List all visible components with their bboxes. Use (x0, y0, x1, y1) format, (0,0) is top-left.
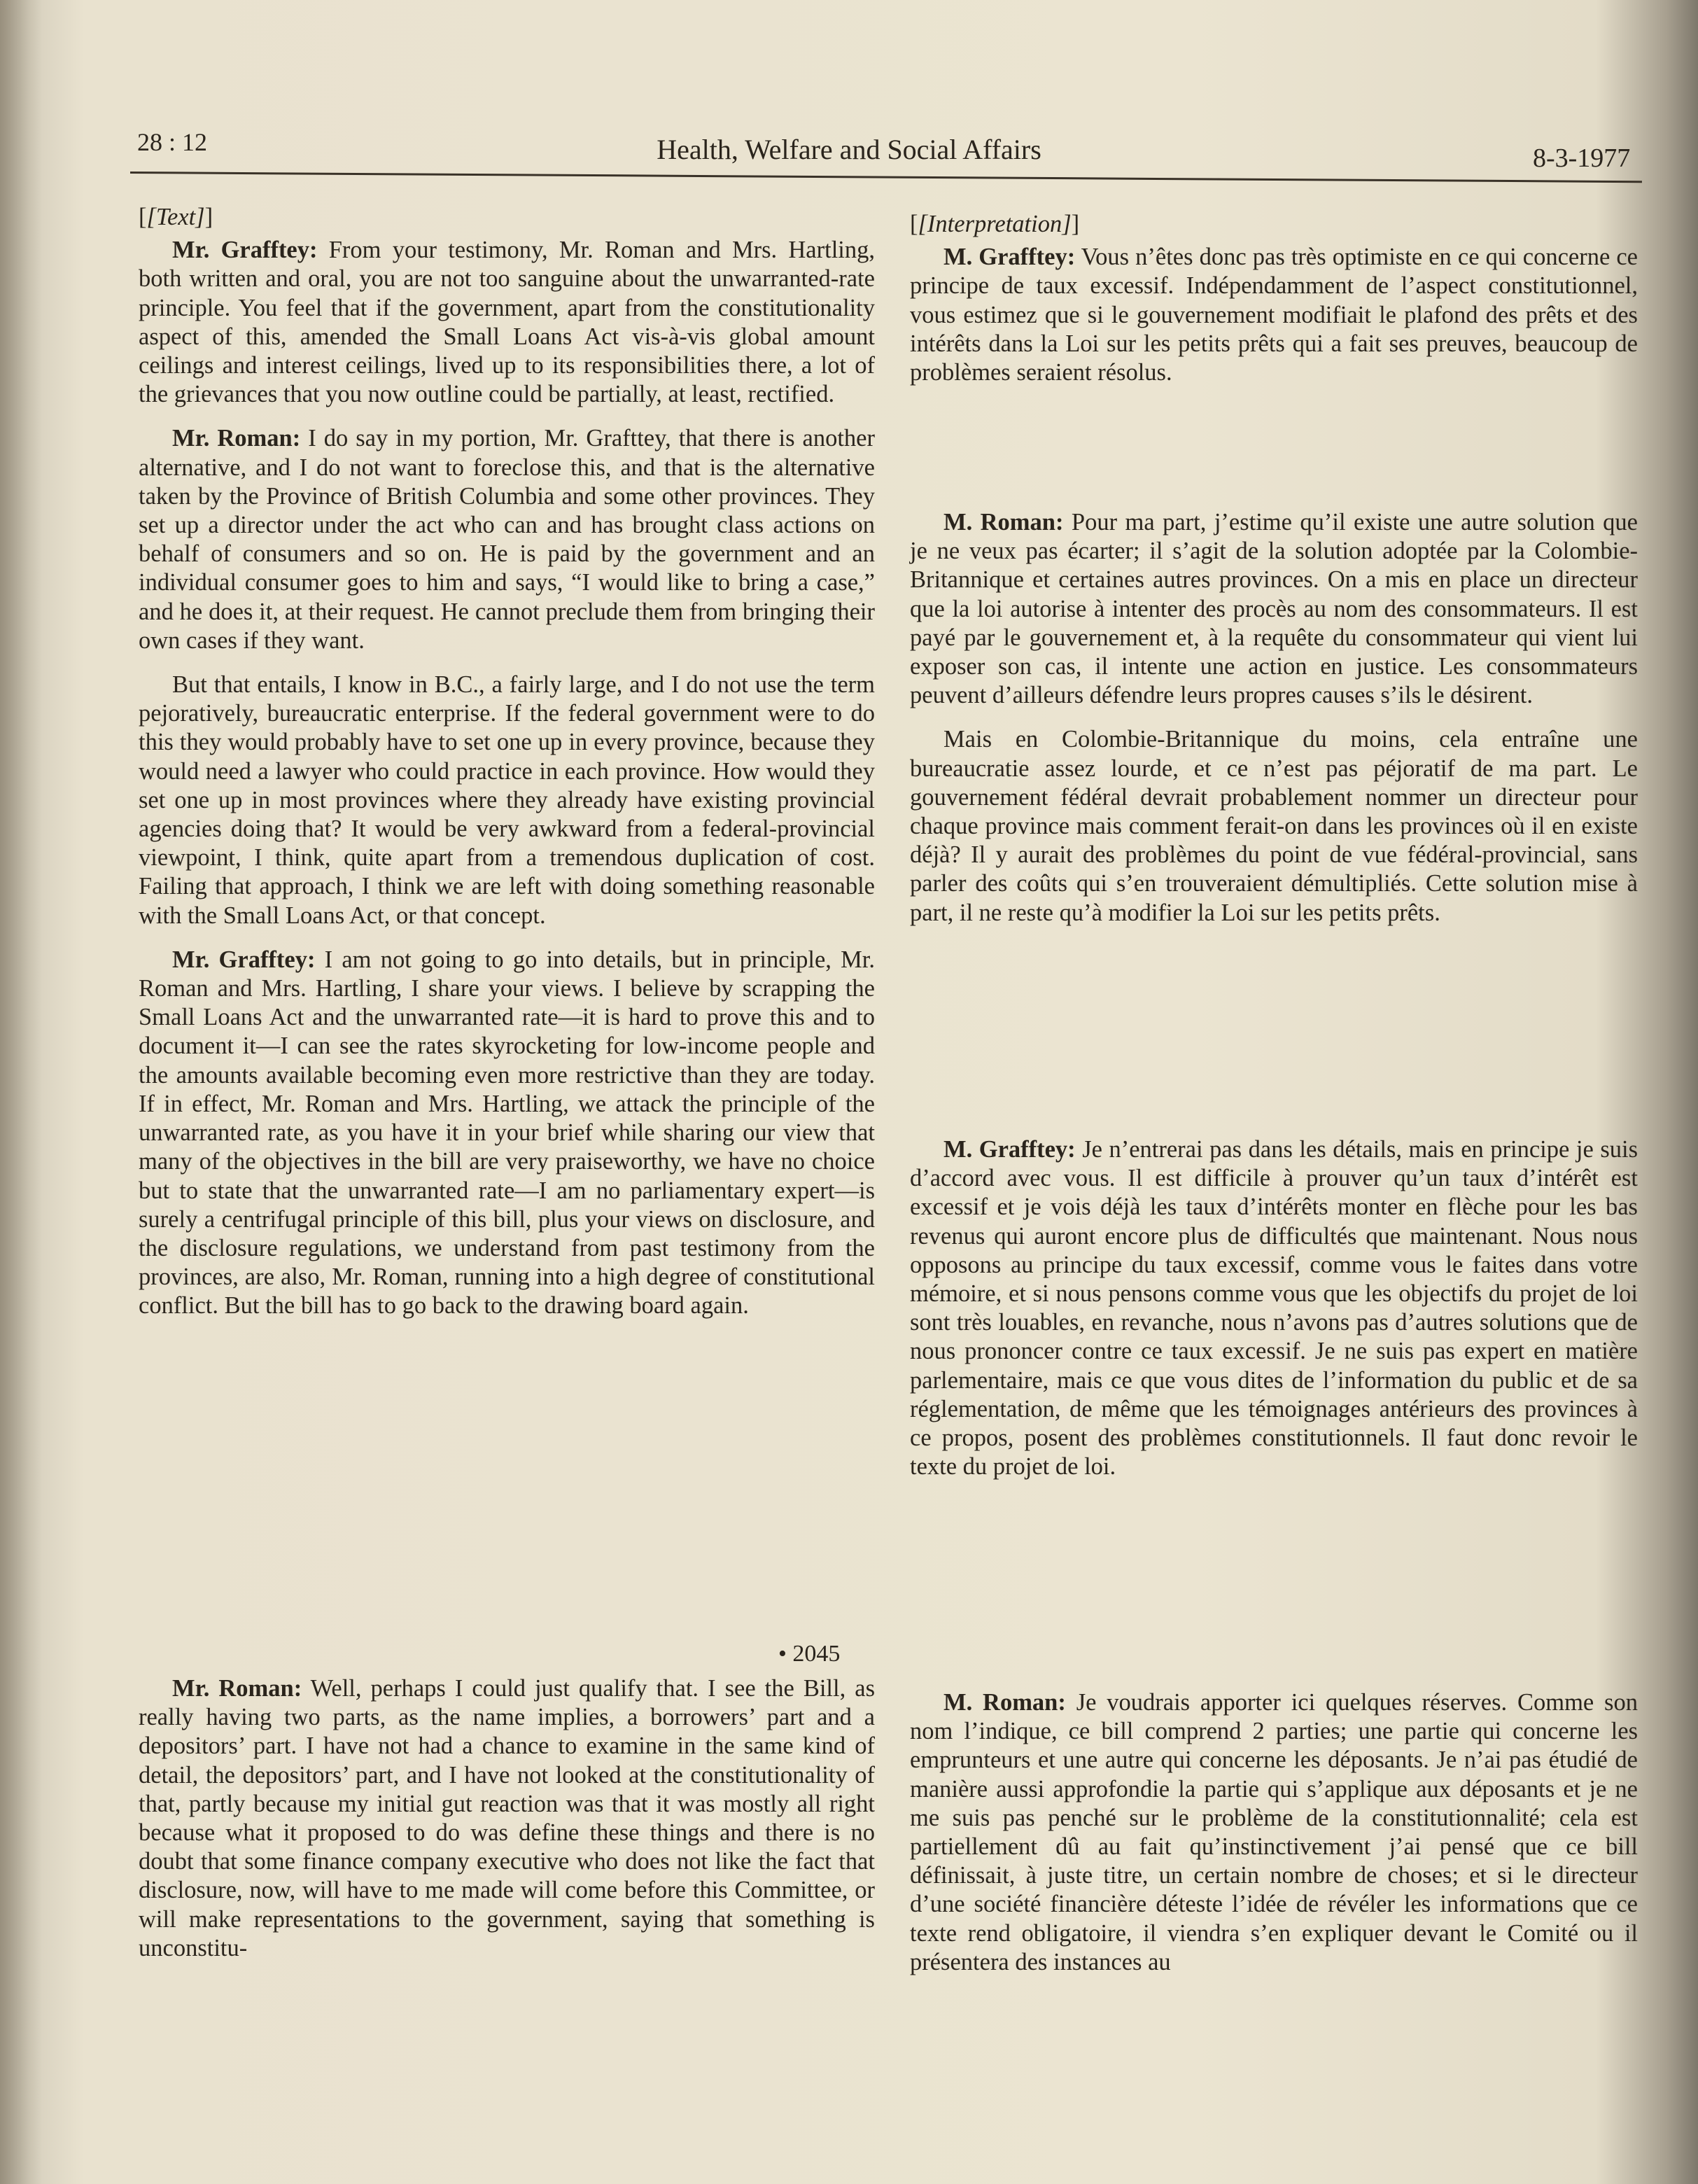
speaker-name: Mr. Roman: (172, 1675, 302, 1702)
speaker-name: Mr. Grafftey: (172, 237, 318, 264)
paragraph-roman-1 (139, 424, 875, 655)
speaker-name: M. Roman: (943, 509, 1064, 536)
english-column-lower (139, 1674, 875, 1963)
paragraph-text: I do say in my portion, Mr. Grafttey, that there is another alternative, and I do not want to foreclose this, and that is the alternative taken by the Province of British Columbia and some other provinces. They set up a director under the act who can and has brought class actions on behalf of consumers and so on. He is paid by the government and an individual consumer goes to him and says, “I would like to bring a case,” and he does it, at their request. He cannot preclude them from bringing their own cases if they want. (139, 425, 875, 654)
paragraph-roman-2-fr: Mais en Colombie-Britannique du moins, cela entraîne une bureaucratie assez lourde, et ce n’est pas péjoratif de ma part. Le gouvernement fédéral devrait probablement nommer un directeur pour chaque province mais comment ferait-on dans les provinces où il en existe déjà? Il y aurait des problèmes du point de vue fédéral-provincial, sans parler des coûts qui s’en trouveraient démultipliés. Cette solution mise à part, il ne reste qu’à modifier la Loi sur les petits prêts. (910, 726, 1638, 926)
paragraph-grafftey-1-fr (910, 243, 1638, 387)
speaker-name: M. Roman: (943, 1689, 1066, 1716)
page-number: 28 : 12 (137, 128, 208, 156)
speaker-name: M. Grafftey: (943, 244, 1076, 271)
paragraph-grafftey-1 (139, 236, 875, 409)
french-column-p5 (910, 1688, 1638, 1977)
french-column-p2 (910, 508, 1638, 927)
page-gutter-shadow (0, 0, 42, 2184)
paragraph-text: Je voudrais apporter ici quelques réserves. Comme son nom l’indique, ce bill comprend 2 parties; une partie qui concerne les emprunteurs et une autre qui concerne les déposants. Je n’ai pas étudié de manière aussi approfondie la partie qui s’applique aux déposants et je ne me suis pas penché sur le problème de la constitutionnalité; cela est partiellement dû au fait qu’instinctivement j’ai pensé que ce bill définissait, à juste titre, un certain nombre de choses; et si le directeur d’une société financière déteste l’idée de révéler les informations que ce texte rend obligatoire, il viendra s’en expliquer devant le Comité ou il présentera des instances au (910, 1689, 1638, 1975)
paragraph-roman-2: But that entails, I know in B.C., a fairly large, and I do not use the term pejoratively, bureaucratic enterprise. If the federal government were to do this they would probably have to set one up in every province, because they would need a lawyer who could practice in each province. How would they set one up in most provinces where they already have existing provincial agencies doing that? It would be very awkward from a federal-provincial viewpoint, I think, quite apart from a tremendous duplication of cost. Failing that approach, I think we are left with doing something reasonable with the Small Loans Act, or that concept. (139, 671, 875, 929)
time-marker: • 2045 (778, 1641, 841, 1667)
speaker-name: Mr. Roman: (172, 425, 301, 452)
section-label-text: [[Interpretation]] (910, 211, 1080, 237)
paragraph-text: From your testimony, Mr. Roman and Mrs. Hartling, both written and oral, you are not too sanguine about the unwarranted-rate principle. You feel that if the government, apart from the constitutionality aspect of this, amended the Small Loans Act vis-à-vis global amount ceilings and interest ceilings, lived up to its responsibilities there, a lot of the grievances that you now outline could be partially, at least, rectified. (139, 237, 875, 408)
header-rule (130, 172, 1642, 183)
paragraph-grafftey-2-fr (910, 1135, 1638, 1481)
paragraph-text: Well, perhaps I could just qualify that. I see the Bill, as really having two parts, as the name implies, a borrowers’ part and a depositors’ part. I have not had a chance to examine in the same kind of detail, the depositors’ part, and I have not looked at the constitutionality of that, partly because my initial gut reaction was that it was mostly all right because what it proposed to do was define these things and there is no doubt that some finance company executive who does not like the fact that disclosure, now, will have to me made will come before this Committee, or will make representations to the government, saying that something is unconstitu- (139, 1675, 875, 1961)
french-column (910, 210, 1638, 387)
paragraph-text: Je n’entrerai pas dans les détails, mais en principe je suis d’accord avec vous. Il est difficile à prouver qu’un taux d’intérêt est excessif et je vois déjà les taux d’intérêts monter en flèche pour les bas revenus qui auront encore plus de difficultés que maintenant. Nous nous opposons au principe du taux excessif, comme vous le faites dans votre mémoire, et si nous pensons comme vous que les objectifs du projet de loi sont très louables, en revanche, nous n’avons pas d’autres solutions que de nous prononcer contre ce taux excessif. Je ne suis pas expert en matière parlementaire, mais ce que vous dites de l’information du public et de sa réglementation, de même que les témoignages antérieurs des provinces à ce propos, posent des problèmes constitutionnels. Il faut donc revoir le texte du projet de loi. (910, 1136, 1639, 1480)
section-label-text: [[Text]] (139, 204, 213, 230)
paragraph-roman-3 (139, 1674, 875, 1963)
section-label: [Text] (146, 204, 205, 230)
running-title: Health, Welfare and Social Affairs (657, 134, 1041, 165)
paragraph-text: Vous n’êtes donc pas très optimiste en ce qui concerne ce principe de taux excessif. Indépendamment de l’aspect constitutionnel, vous estimez que si le gouvernement modifiait le plafond des prêts et des intérêts dans la Loi sur les petits prêts qui a fait ses preuves, beaucoup de problèmes seraient résolus. (910, 244, 1638, 386)
paragraph-roman-1-fr (910, 508, 1638, 710)
section-label: [Interpretation] (918, 211, 1072, 237)
paragraph-text: I am not going to go into details, but in principle, Mr. Roman and Mrs. Hartling, I share your views. I believe by scrapping the Small Loans Act and the unwarranted rate—it is hard to prove this and to document it—I can see the rates skyrocketing for low-income people and the amounts available becoming even more restrictive than they are today. If in effect, Mr. Roman and Mrs. Hartling, we attack the principle of the unwarranted rate, as you have it in your brief while sharing our view that many of the objectives in the bill are very praiseworthy, we have no choice but to state that the unwarranted rate—I am no parliamentary expert—is surely a centrifugal principle of this bill, plus your views on disclosure, and the disclosure regulations, we understand from past testimony from the provinces, are also, Mr. Roman, running into a high degree of constitutional conflict. But the bill has to go back to the drawing board again. (139, 946, 876, 1320)
header-date: 8-3-1977 (1533, 144, 1631, 173)
speaker-name: M. Grafftey: (943, 1136, 1076, 1163)
paragraph-text: Pour ma part, j’estime qu’il existe une autre solution que je ne veux pas écarter; il s’agit de la solution adoptée par la Colombie-Britannique et certaines autres provinces. On a mis en place un directeur que la loi autorise à intenter des procès au nom des consommateurs. Il est payé par le gouvernement et, à la requête du consommateur qui vient lui exposer son cas, il intente une action en justice. Les consommateurs peuvent d’ailleurs défendre leurs propres causes s’ils le désirent. (910, 509, 1638, 709)
speaker-name: Mr. Grafftey: (172, 946, 316, 973)
paragraph-roman-3-fr (910, 1688, 1638, 1977)
paragraph-grafftey-2 (139, 946, 875, 1321)
english-column (139, 203, 875, 1321)
french-column-p4 (910, 1135, 1638, 1481)
